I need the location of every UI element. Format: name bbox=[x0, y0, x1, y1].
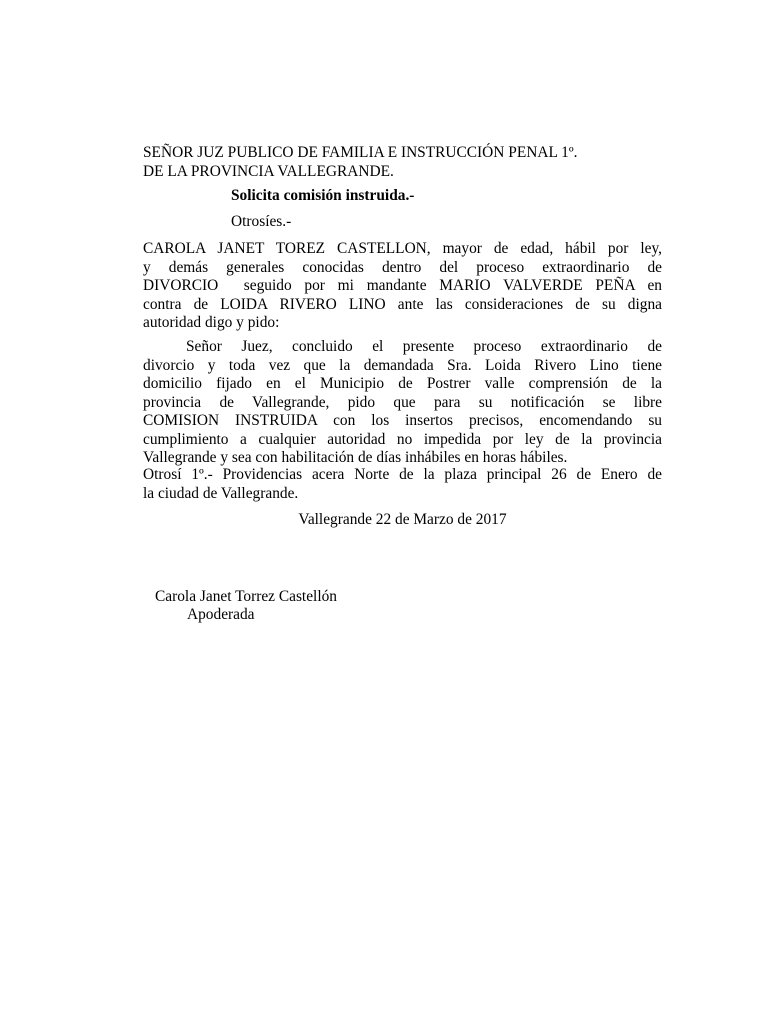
heading-line-1: SEÑOR JUZ PUBLICO DE FAMILIA E INSTRUCCIÓN PENAL 1º. bbox=[143, 144, 578, 161]
intro-line: y demás generales conocidas dentro del proceso extraordinario de bbox=[143, 258, 662, 276]
signature-name: Carola Janet Torrez Castellón bbox=[155, 588, 337, 605]
intro-line: autoridad digo y pido: bbox=[143, 314, 280, 331]
request-paragraph bbox=[143, 338, 662, 468]
intro-line: contra de LOIDA RIVERO LINO ante las consideraciones de su digna bbox=[143, 295, 662, 313]
request-line: domicilio fijado en el Municipio de Postrer valle comprensión de la bbox=[143, 375, 662, 392]
request-line: Señor Juez, concluido el presente proceso extraordinario de bbox=[186, 338, 662, 355]
signature-role: Apoderada bbox=[187, 606, 255, 623]
intro-line: DIVORCIO seguido por mi mandante MARIO VALVERDE PEÑA en bbox=[143, 277, 662, 294]
request-line: divorcio y toda vez que la demandada Sra. Loida Rivero Lino tiene bbox=[143, 356, 662, 374]
otrosi-line: Otrosí 1º.- Providencias acera Norte de la plaza principal 26 de Enero de bbox=[143, 466, 662, 483]
request-line: Vallegrande y sea con habilitación de días inhábiles en horas hábiles. bbox=[143, 449, 568, 466]
otrosi-line: la ciudad de Vallegrande. bbox=[143, 484, 299, 502]
heading-line-2: DE LA PROVINCIA VALLEGRANDE. bbox=[143, 162, 394, 180]
request-line: cumplimiento a cualquier autoridad no impedida por ley de la provincia bbox=[143, 430, 662, 448]
intro-paragraph bbox=[143, 240, 662, 333]
otrosi-paragraph bbox=[143, 466, 662, 503]
intro-line: CAROLA JANET TOREZ CASTELLON, mayor de edad, hábil por ley, bbox=[143, 240, 662, 257]
place-and-date: Vallegrande 22 de Marzo de 2017 bbox=[298, 511, 507, 528]
otrosies-label: Otrosíes.- bbox=[231, 213, 292, 230]
subject-line: Solicita comisión instruida.- bbox=[231, 187, 415, 204]
request-line: COMISION INSTRUIDA con los insertos precisos, encomendando su bbox=[143, 412, 662, 429]
addressee-heading bbox=[143, 144, 662, 181]
request-line: provincia de Vallegrande, pido que para su notificación se libre bbox=[143, 393, 662, 411]
